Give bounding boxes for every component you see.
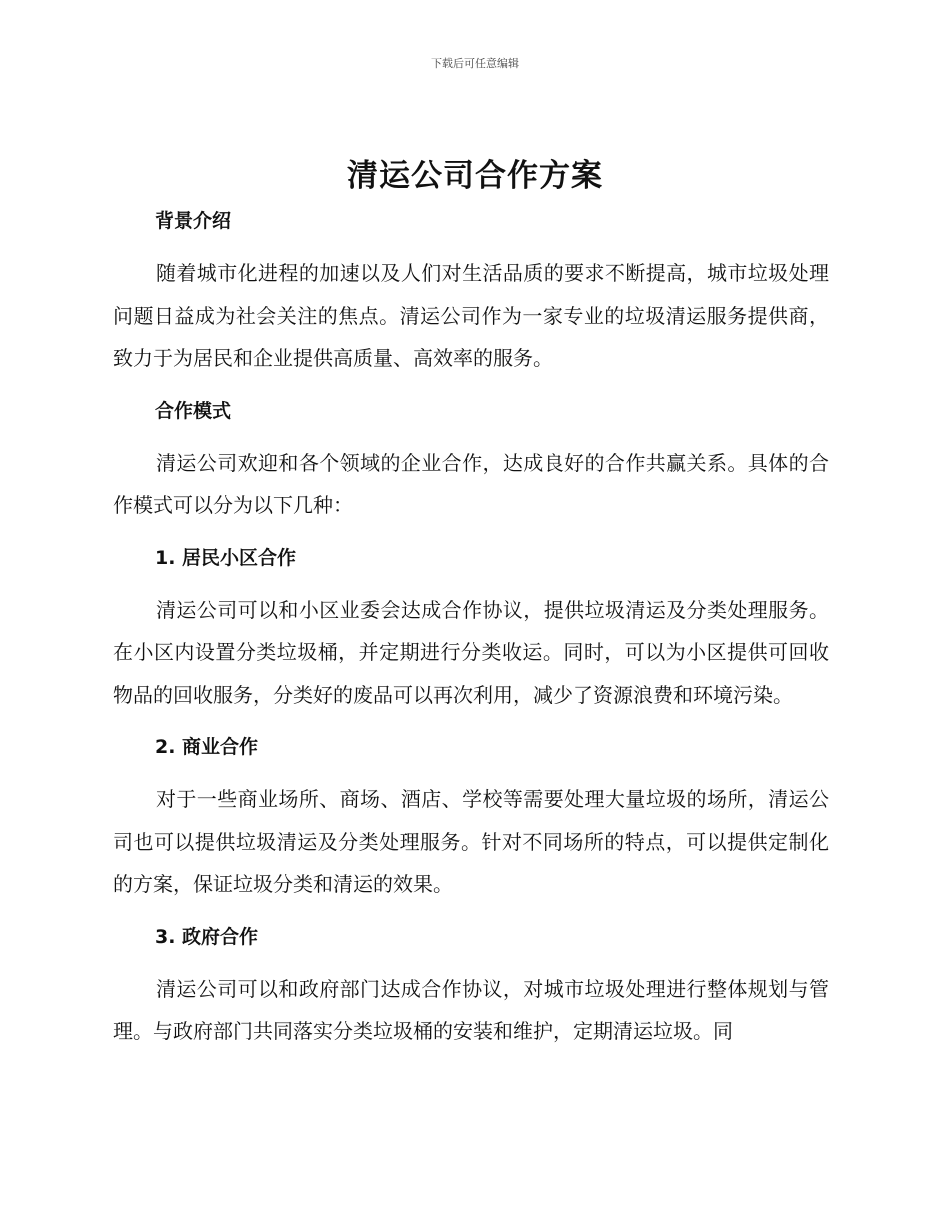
section-paragraph-cooperation-mode: 清运公司欢迎和各个领域的企业合作，达成良好的合作共赢关系。具体的合作模式可以分为以下几种： [113, 450, 829, 517]
section-heading-residential: 1. 居民小区合作 [155, 546, 297, 569]
section-heading-cooperation-mode: 合作模式 [155, 399, 232, 422]
section-heading-commercial: 2. 商业合作 [155, 736, 259, 758]
document-body [113, 200, 829, 1053]
section-paragraph-government: 清运公司可以和政府部门达成合作协议，对城市垃圾处理进行整体规划与管理。与政府部门共同落实分类垃圾桶的安装和维护，定期清运垃圾。同 [113, 976, 829, 1043]
section-paragraph-residential: 清运公司可以和小区业委会达成合作协议，提供垃圾清运及分类处理服务。在小区内设置分类垃圾桶，并定期进行分类收运。同时，可以为小区提供可回收物品的回收服务，分类好的废品可以再次利用，减少了资源浪费和环境污染。 [113, 597, 829, 707]
section-paragraph-background: 随着城市化进程的加速以及人们对生活品质的要求不断提高，城市垃圾处理问题日益成为社会关注的焦点。清运公司作为一家专业的垃圾清运服务提供商，致力于为居民和企业提供高质量、高效率的服务。 [113, 261, 829, 370]
section-heading-government: 3. 政府合作 [155, 925, 259, 948]
section-heading-background: 背景介绍 [155, 210, 232, 232]
header-note: 下载后可任意编辑 [431, 57, 519, 70]
document-title: 清运公司合作方案 [347, 158, 603, 194]
section-paragraph-commercial: 对于一些商业场所、商场、酒店、学校等需要处理大量垃圾的场所，清运公司也可以提供垃圾清运及分类处理服务。针对不同场所的特点，可以提供定制化的方案，保证垃圾分类和清运的效果。 [113, 787, 829, 896]
